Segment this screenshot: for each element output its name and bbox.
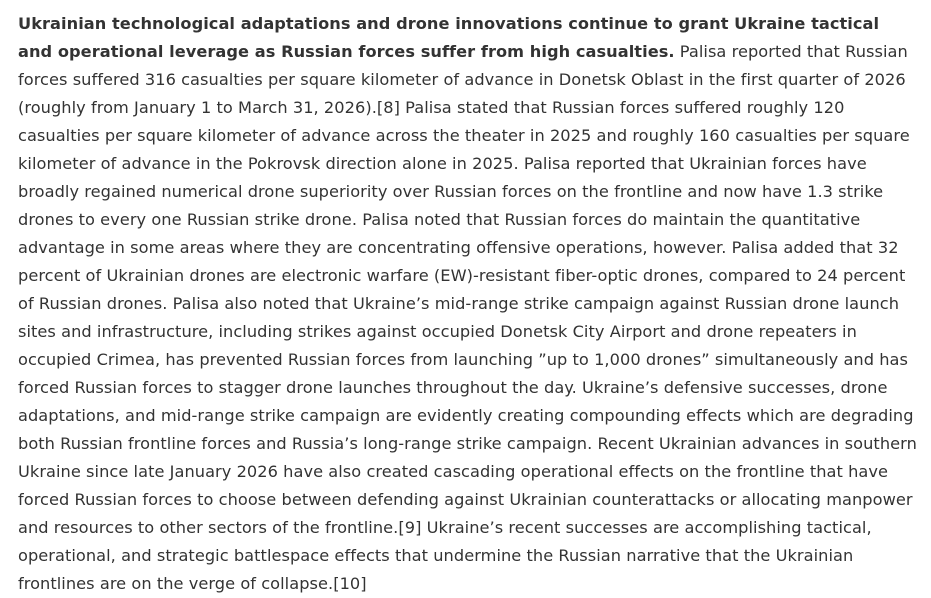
paragraph-text-2: Palisa stated that Russian forces suffered roughly 120 casualties per square kilometer of advance across the theater in 2025 and roughly 160 casualties per square kilometer of advance in the Pokrovsk direction alone in 2025. Palisa reported that Ukrainian forces have broadly regained numerical drone superiority over Russian forces on the frontline and now have 1.3 strike drones to every one Russian strike drone. Palisa noted that Russian forces do maintain the quantitative advantage in some areas where they are concentrating offensive operations, however. Palisa added that 32 percent of Ukrainian drones are electronic warfare (EW)-resistant fiber-optic drones, compared to 24 percent of Russian drones. Palisa also noted that Ukraine’s mid-range strike campaign against Russian drone launch sites and infrastructure, including strikes against occupied Donetsk City Airport and drone repeaters in occupied Crimea, has prevented Russian forces from launching ”up to 1,000 drones” simultaneously and has forced Russian forces to stagger drone launches throughout the day. Ukraine’s defensive successes, drone adaptations, and mid-range strike campaign are evidently creating compounding effects which are degrading both Russian frontline forces and Russia’s long-range strike campaign. Recent Ukrainian advances in southern Ukraine since late January 2026 have also created cascading operational effects on the frontline that have forced Russian forces to choose between defending against Ukrainian counterattacks or allocating manpower and resources to other sectors of the frontline. <box>18 98 917 537</box>
lead-sentence: Ukrainian technological adaptations and drone innovations continue to grant Ukraine tactical and operational leverage as Russian forces suffer from high casualties. <box>18 14 880 61</box>
footnote-link-9[interactable]: [9] <box>398 518 422 537</box>
paragraph-text-3: Ukraine’s recent successes are accomplishing tactical, operational, and strategic battlespace effects that undermine the Russian narrative that the Ukrainian frontlines are on the verge of collapse. <box>18 518 872 593</box>
paragraph-text-1: Palisa reported that Russian forces suffered 316 casualties per square kilometer of advance in Donetsk Oblast in the first quarter of 2026 (roughly from January 1 to March 31, 2026). <box>18 42 908 117</box>
article-paragraph <box>18 10 917 598</box>
footnote-link-8[interactable]: [8] <box>376 98 400 117</box>
footnote-link-10[interactable]: [10] <box>333 574 367 593</box>
